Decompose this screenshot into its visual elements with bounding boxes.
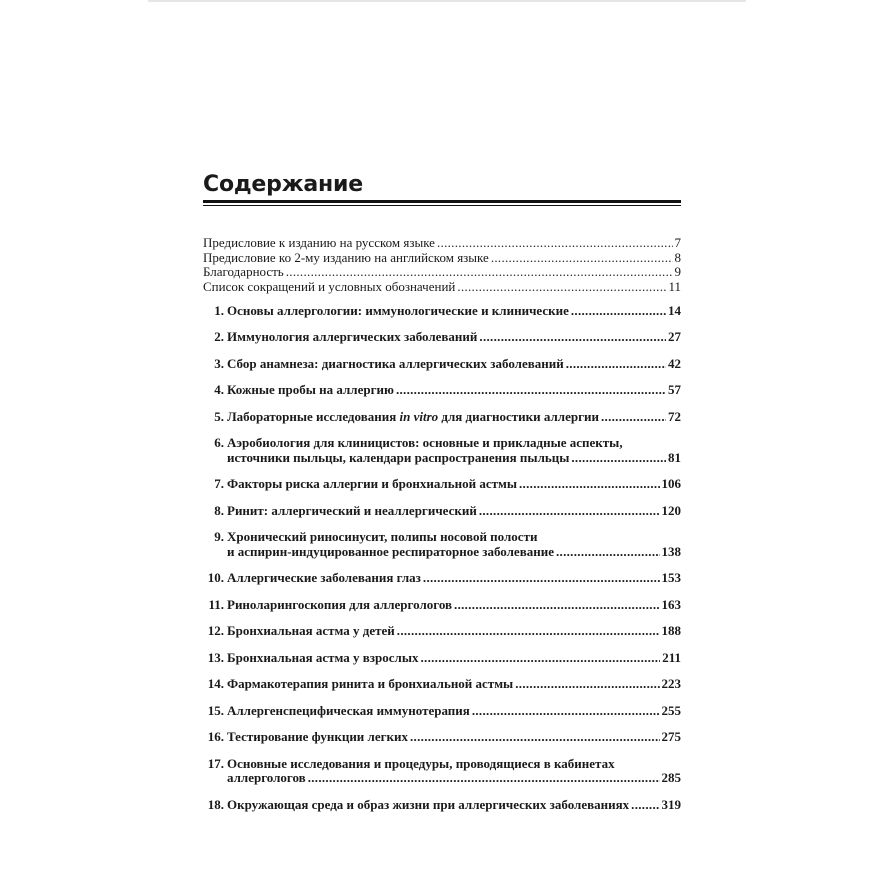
toc-chapter-11[interactable]: [203, 592, 681, 619]
chapter-number: 5.: [214, 408, 224, 424]
dot-leader: [491, 251, 673, 266]
chapter-page: 120: [661, 502, 681, 518]
entry-page: 9: [674, 264, 681, 279]
chapter-number: 11.: [208, 596, 224, 612]
chapter-title-line1: Хронический риносинусит, полипы носовой полости: [227, 529, 538, 544]
chapter-title: Фармакотерапия ринита и бронхиальной астмы: [227, 676, 514, 691]
chapter-number: 8.: [214, 502, 224, 518]
toc-chapter-6[interactable]: [203, 431, 681, 472]
chapter-page: 138: [661, 543, 681, 559]
chapter-page: 106: [661, 476, 681, 491]
dot-leader: [566, 357, 666, 372]
toc-chapter-12[interactable]: [203, 619, 681, 646]
title-rule-thin: [203, 205, 681, 206]
dot-leader: [457, 280, 666, 295]
chapter-number: 6.: [214, 435, 224, 450]
chapter-page: 188: [661, 623, 681, 638]
chapter-page: 14: [668, 302, 681, 318]
dot-leader: [437, 236, 673, 251]
title-rule-thick: [203, 200, 681, 203]
chapter-title-part: для диагностики аллергии: [438, 408, 599, 424]
chapter-title: Основы аллергологии: иммунологические и клинические: [227, 302, 569, 318]
chapter-number: 13.: [207, 649, 224, 665]
chapter-list: [203, 298, 681, 819]
chapter-page: 42: [668, 355, 681, 371]
chapter-title: и аспирин-индуцированное респираторное заболевание: [227, 543, 554, 559]
toc-chapter-17[interactable]: [203, 751, 681, 792]
chapter-title: Сбор анамнеза: диагностика аллергических заболеваний: [227, 355, 564, 371]
front-matter-list: [203, 236, 681, 294]
entry-page: 7: [674, 235, 681, 250]
toc-chapter-9[interactable]: [203, 525, 681, 566]
chapter-number: 9.: [214, 529, 224, 544]
chapter-number: 12.: [207, 623, 224, 638]
toc-chapter-10[interactable]: [203, 566, 681, 593]
toc-entry-preface-english[interactable]: [203, 251, 681, 266]
chapter-title: Ринит: аллергический и неаллергический: [227, 502, 477, 518]
chapter-title: аллергологов: [227, 770, 306, 785]
toc-chapter-15[interactable]: [203, 698, 681, 725]
toc-entry-abbreviations[interactable]: [203, 280, 681, 295]
chapter-title: Иммунология аллергических заболеваний: [227, 329, 478, 344]
entry-page: 11: [668, 278, 681, 294]
dot-leader: [631, 798, 659, 813]
chapter-title: Аллергические заболевания глаз: [227, 570, 421, 585]
chapter-number: 2.: [214, 329, 224, 344]
chapter-page: 57: [668, 382, 681, 397]
dot-leader: [454, 598, 659, 613]
dot-leader: [286, 265, 673, 280]
chapter-page: 223: [661, 676, 681, 691]
chapter-page: 211: [662, 649, 681, 665]
toc-entry-preface-russian[interactable]: [203, 236, 681, 251]
dot-leader: [397, 624, 660, 639]
chapter-title: Риноларингоскопия для аллергологов: [227, 596, 453, 612]
dot-leader: [410, 730, 660, 745]
chapter-title-line1: Аэробиология для клиницистов: основные и прикладные аспекты,: [227, 435, 623, 450]
entry-title: Предисловие к изданию на русском языке: [203, 235, 435, 250]
chapter-number: 1.: [214, 302, 224, 318]
entry-page: 8: [674, 249, 681, 265]
toc-chapter-7[interactable]: [203, 472, 681, 499]
dot-leader: [515, 677, 659, 692]
chapter-page: 285: [661, 770, 681, 785]
entry-title: Благодарность: [203, 264, 284, 279]
toc-chapter-5[interactable]: [203, 404, 681, 431]
toc-chapter-3[interactable]: [203, 351, 681, 378]
entry-title: Предисловие ко 2-му изданию на английском языке: [203, 249, 489, 265]
chapter-page: 255: [661, 702, 681, 718]
dot-leader: [308, 771, 660, 786]
chapter-page: 72: [668, 408, 681, 424]
chapter-title: [227, 410, 599, 425]
dot-leader: [479, 330, 666, 345]
toc-chapter-2[interactable]: [203, 325, 681, 352]
dot-leader: [423, 571, 660, 586]
chapter-title-line1: Основные исследования и процедуры, проводящиеся в кабинетах: [227, 755, 615, 771]
chapter-title: Окружающая среда и образ жизни при аллергических заболеваниях: [227, 796, 630, 812]
chapter-title: Аллергенспецифическая иммунотерапия: [227, 702, 470, 718]
chapter-title: Бронхиальная астма у взрослых: [227, 649, 419, 665]
dot-leader: [519, 477, 660, 492]
table-of-contents: [203, 170, 681, 819]
page-edge: [148, 0, 746, 2]
dot-leader: [601, 410, 666, 425]
chapter-number: 15.: [207, 702, 224, 718]
chapter-page: 275: [661, 729, 681, 744]
toc-title: Содержание: [203, 172, 363, 197]
chapter-number: 10.: [207, 570, 224, 585]
dot-leader: [396, 383, 666, 398]
chapter-number: 4.: [214, 382, 224, 397]
dot-leader: [472, 704, 660, 719]
toc-chapter-14[interactable]: [203, 672, 681, 699]
chapter-number: 17.: [207, 755, 224, 771]
toc-chapter-8[interactable]: [203, 498, 681, 525]
chapter-number: 3.: [214, 355, 224, 371]
chapter-number: 16.: [207, 729, 224, 744]
toc-entry-acknowledgements[interactable]: [203, 265, 681, 280]
chapter-number: 7.: [214, 476, 224, 491]
chapter-number: 14.: [207, 676, 224, 691]
chapter-title: Тестирование функции легких: [227, 729, 408, 744]
dot-leader: [420, 651, 660, 666]
chapter-title: Факторы риска аллергии и бронхиальной астмы: [227, 476, 517, 491]
chapter-page: 153: [661, 570, 681, 585]
entry-title: Список сокращений и условных обозначений: [203, 278, 456, 294]
chapter-page: 81: [668, 449, 681, 465]
dot-leader: [571, 451, 666, 466]
toc-chapter-1[interactable]: [203, 298, 681, 325]
dot-leader: [479, 504, 660, 519]
toc-chapter-4[interactable]: [203, 378, 681, 405]
chapter-page: 163: [661, 596, 681, 612]
chapter-number: 18.: [207, 796, 224, 812]
chapter-page: 27: [668, 329, 681, 344]
toc-chapter-16[interactable]: [203, 725, 681, 752]
dot-leader: [571, 304, 666, 319]
chapter-page: 319: [661, 796, 681, 812]
chapter-title-italic: in vitro: [399, 408, 439, 424]
chapter-title: источники пыльцы, календари распространения пыльцы: [227, 449, 570, 465]
toc-chapter-13[interactable]: [203, 645, 681, 672]
chapter-title-part: Лабораторные исследования: [227, 408, 400, 424]
toc-chapter-18[interactable]: [203, 792, 681, 819]
dot-leader: [556, 545, 660, 560]
chapter-title: Кожные пробы на аллергию: [227, 382, 394, 397]
chapter-title: Бронхиальная астма у детей: [227, 623, 395, 638]
